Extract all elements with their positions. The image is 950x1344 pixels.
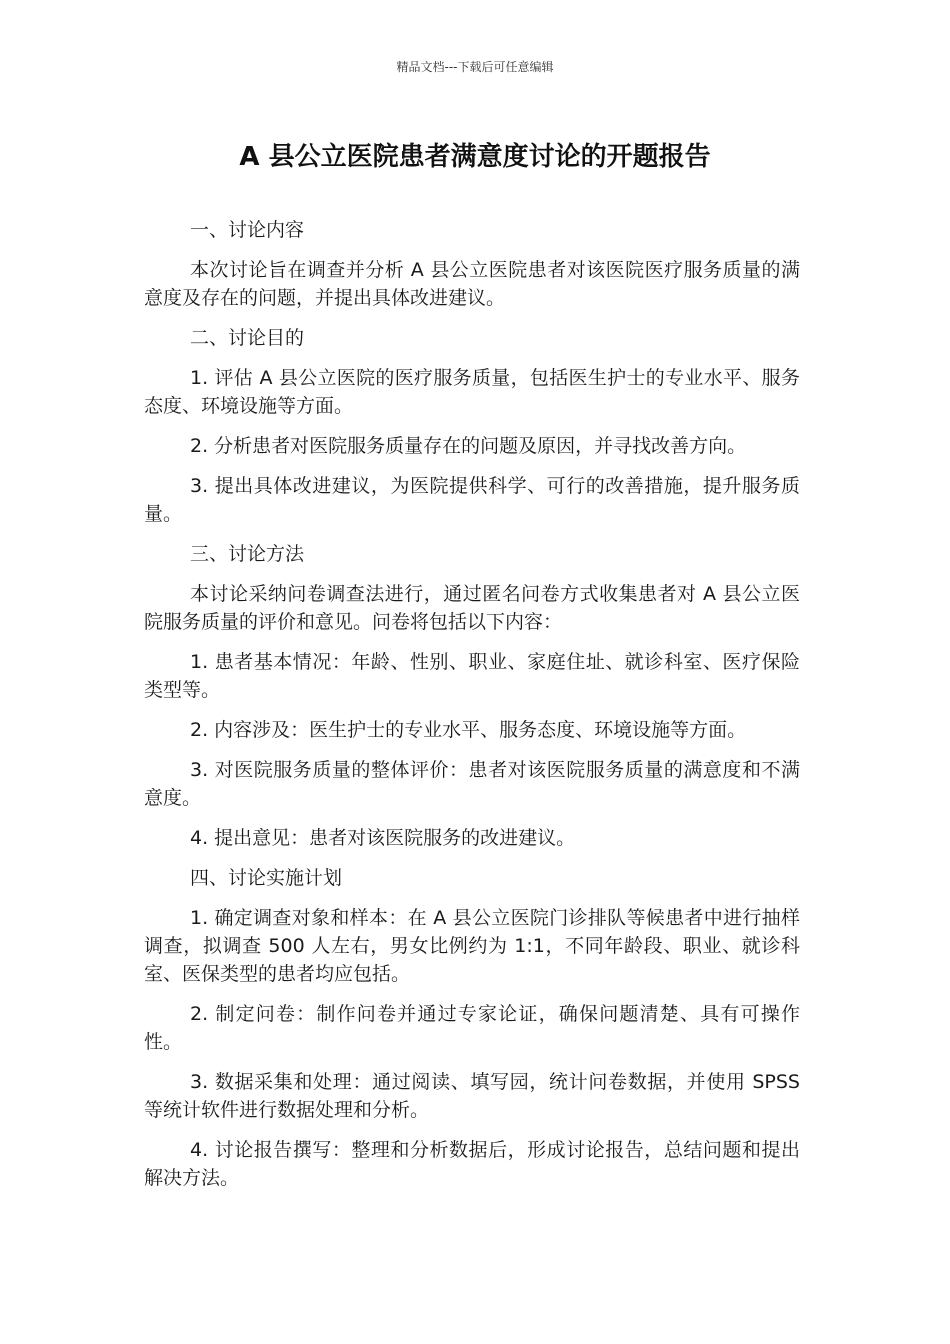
document-body [144, 216, 800, 1204]
section-heading-plan: 四、讨论实施计划 [190, 867, 343, 889]
paragraph-content-summary: 本次讨论旨在调查并分析 A 县公立医院患者对该医院医疗服务质量的满意度及存在的问题，并提出具体改进建议。 [144, 259, 800, 309]
purpose-item-2: 2. 分析患者对医院服务质量存在的问题及原因，并寻找改善方向。 [190, 435, 747, 457]
method-item-4: 4. 提出意见：患者对该医院服务的改进建议。 [190, 827, 576, 849]
method-item-2: 2. 内容涉及：医生护士的专业水平、服务态度、环境设施等方面。 [190, 719, 747, 741]
section-heading-purpose: 二、讨论目的 [190, 327, 305, 349]
purpose-item-3: 3. 提出具体改进建议，为医院提供科学、可行的改善措施，提升服务质量。 [144, 475, 800, 525]
plan-item-4: 4. 讨论报告撰写：整理和分析数据后，形成讨论报告，总结问题和提出解决方法。 [144, 1139, 800, 1189]
method-item-1: 1. 患者基本情况：年龄、性别、职业、家庭住址、就诊科室、医疗保险类型等。 [144, 651, 800, 701]
section-heading-method: 三、讨论方法 [190, 543, 305, 565]
paragraph-method-summary: 本讨论采纳问卷调查法进行，通过匿名问卷方式收集患者对 A 县公立医院服务质量的评价和意见。问卷将包括以下内容： [144, 583, 800, 633]
method-item-3: 3. 对医院服务质量的整体评价：患者对该医院服务质量的满意度和不满意度。 [144, 759, 800, 809]
plan-item-2: 2. 制定问卷：制作问卷并通过专家论证，确保问题清楚、具有可操作性。 [144, 1003, 800, 1053]
purpose-item-1: 1. 评估 A 县公立医院的医疗服务质量，包括医生护士的专业水平、服务态度、环境设施等方面。 [144, 367, 800, 417]
page-header-note: 精品文档---下载后可任意编辑 [396, 60, 554, 74]
plan-item-3: 3. 数据采集和处理：通过阅读、填写园，统计问卷数据，并使用 SPSS 等统计软件进行数据处理和分析。 [144, 1071, 800, 1121]
document-title: A 县公立医院患者满意度讨论的开题报告 [239, 142, 711, 172]
plan-item-1: 1. 确定调查对象和样本：在 A 县公立医院门诊排队等候患者中进行抽样调查，拟调查 500 人左右，男女比例约为 1:1，不同年龄段、职业、就诊科室、医保类型的患者均应包括。 [144, 907, 800, 985]
section-heading-content: 一、讨论内容 [190, 219, 305, 241]
